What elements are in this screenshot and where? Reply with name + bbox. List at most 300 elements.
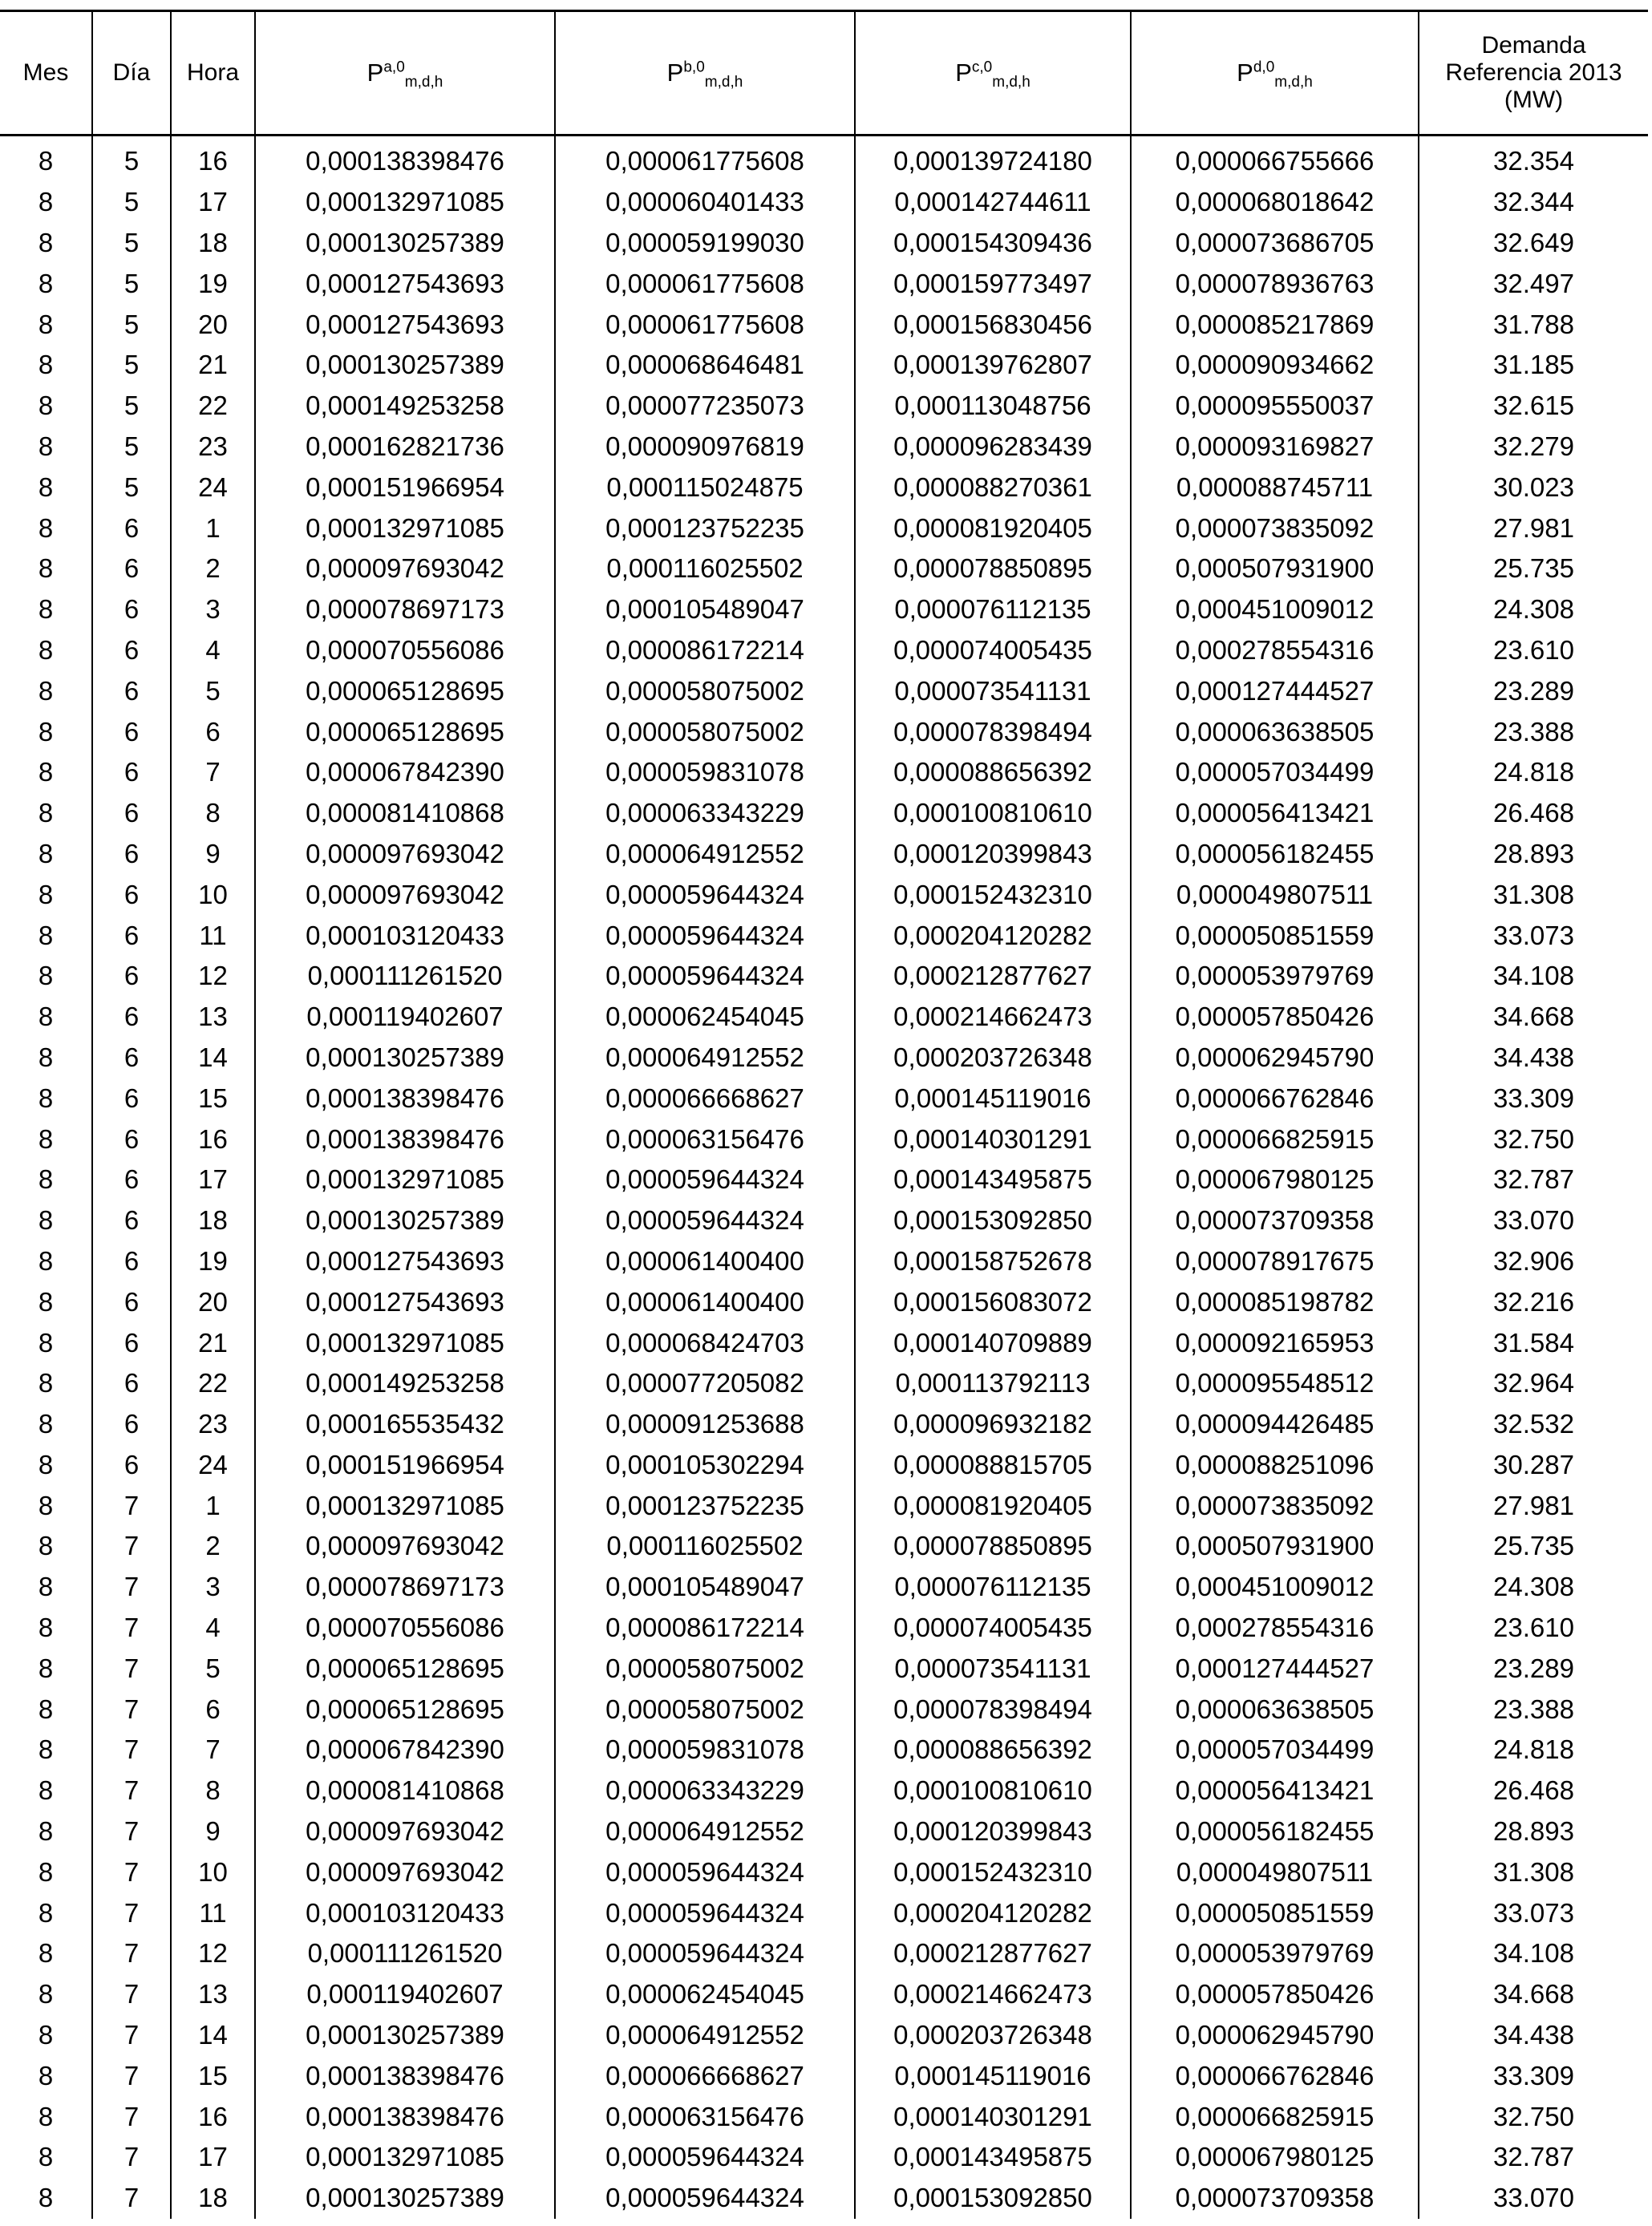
cell-pb: 0,000090976819 (555, 427, 855, 467)
cell-pc: 0,000152432310 (855, 874, 1131, 915)
table-row (0, 2015, 1648, 2056)
cell-pc: 0,000074005435 (855, 1608, 1131, 1649)
cell-pc: 0,000081920405 (855, 1485, 1131, 1526)
cell-hora: 8 (171, 1771, 255, 1811)
cell-pd: 0,000278554316 (1131, 1608, 1419, 1649)
cell-pd: 0,000057850426 (1131, 1974, 1419, 2015)
cell-pc: 0,000204120282 (855, 1892, 1131, 1933)
cell-pc: 0,000113048756 (855, 386, 1131, 427)
table-row (0, 1526, 1648, 1567)
cell-pc: 0,000088656392 (855, 752, 1131, 793)
cell-demanda: 31.788 (1419, 304, 1648, 345)
cell-pa: 0,000097693042 (255, 1526, 555, 1567)
cell-pa: 0,000097693042 (255, 1852, 555, 1892)
cell-pc: 0,000145119016 (855, 2055, 1131, 2096)
cell-demanda: 23.289 (1419, 1648, 1648, 1689)
cell-pa: 0,000081410868 (255, 793, 555, 834)
cell-dia: 7 (92, 1811, 171, 1852)
cell-mes: 8 (38, 512, 54, 543)
cell-demanda: 27.981 (1419, 1485, 1648, 1526)
cell-pb: 0,000091253688 (555, 1404, 855, 1445)
cell-pd: 0,000088251096 (1131, 1445, 1419, 1486)
cell-hora: 17 (171, 2137, 255, 2178)
cell-mes: 8 (38, 187, 54, 217)
cell-hora: 14 (171, 1038, 255, 1079)
cell-pa: 0,000138398476 (255, 1078, 555, 1119)
cell-mes: 8 (38, 1164, 54, 1195)
cell-pa: 0,000065128695 (255, 1689, 555, 1730)
cell-demanda: 32.344 (1419, 182, 1648, 223)
table-row (0, 1445, 1648, 1486)
cell-pb: 0,000068646481 (555, 345, 855, 386)
cell-hora: 4 (171, 1608, 255, 1649)
cell-mes: 8 (38, 1449, 54, 1479)
cell-dia: 6 (92, 1322, 171, 1363)
cell-pc: 0,000076112135 (855, 589, 1131, 630)
cell-demanda: 33.070 (1419, 1200, 1648, 1241)
cell-mes: 8 (38, 1613, 54, 1643)
col-header-dia: Día (92, 11, 171, 136)
table-row (0, 956, 1648, 997)
table-row (0, 223, 1648, 264)
col-header-pb (555, 11, 855, 136)
cell-pd: 0,000507931900 (1131, 1526, 1419, 1567)
cell-pb: 0,000059644324 (555, 915, 855, 956)
cell-pa: 0,000151966954 (255, 1445, 555, 1486)
cell-demanda: 34.668 (1419, 1974, 1648, 2015)
cell-demanda: 31.308 (1419, 874, 1648, 915)
cell-mes: 8 (38, 879, 54, 909)
cell-pc: 0,000203726348 (855, 1038, 1131, 1079)
cell-dia: 6 (92, 711, 171, 752)
cell-mes: 8 (38, 1002, 54, 1032)
cell-demanda: 27.981 (1419, 508, 1648, 548)
cell-pa: 0,000119402607 (255, 1974, 555, 2015)
cell-pb: 0,000116025502 (555, 1526, 855, 1567)
cell-demanda: 34.438 (1419, 1038, 1648, 1079)
cell-pb: 0,000077205082 (555, 1363, 855, 1404)
cell-pb: 0,000061775608 (555, 263, 855, 304)
cell-pd: 0,000073686705 (1131, 223, 1419, 264)
table-row (0, 1567, 1648, 1608)
demanda-line-2: Referencia 2013 (1445, 59, 1622, 86)
cell-demanda: 32.279 (1419, 427, 1648, 467)
table-row (0, 263, 1648, 304)
cell-pa: 0,000165535432 (255, 1404, 555, 1445)
cell-hora: 14 (171, 2015, 255, 2056)
table-row (0, 1363, 1648, 1404)
cell-demanda: 32.964 (1419, 1363, 1648, 1404)
cell-demanda: 25.735 (1419, 548, 1648, 589)
cell-demanda: 26.468 (1419, 793, 1648, 834)
cell-pd: 0,000073709358 (1131, 2178, 1419, 2219)
cell-pd: 0,000094426485 (1131, 1404, 1419, 1445)
table-row (0, 508, 1648, 548)
cell-hora: 17 (171, 1160, 255, 1200)
cell-mes: 8 (38, 1938, 54, 1969)
cell-pc: 0,000159773497 (855, 263, 1131, 304)
cell-hora: 1 (171, 508, 255, 548)
cell-pa: 0,000132971085 (255, 1485, 555, 1526)
cell-dia: 6 (92, 997, 171, 1038)
cell-dia: 7 (92, 1730, 171, 1771)
cell-pc: 0,000096932182 (855, 1404, 1131, 1445)
cell-dia: 7 (92, 1974, 171, 2015)
cell-pb: 0,000059831078 (555, 752, 855, 793)
table-row (0, 427, 1648, 467)
cell-hora: 16 (171, 2096, 255, 2137)
cell-demanda: 28.893 (1419, 1811, 1648, 1852)
cell-demanda: 24.308 (1419, 589, 1648, 630)
col-header-pc (855, 11, 1131, 136)
cell-demanda: 24.818 (1419, 752, 1648, 793)
pa-symbol: P$^{a,0}_{m,d,h}$ (366, 58, 443, 91)
cell-hora: 7 (171, 1730, 255, 1771)
cell-hora: 16 (171, 1119, 255, 1160)
cell-hora: 9 (171, 1811, 255, 1852)
cell-demanda: 24.308 (1419, 1567, 1648, 1608)
cell-hora: 15 (171, 2055, 255, 2096)
cell-pa: 0,000103120433 (255, 915, 555, 956)
cell-dia: 6 (92, 752, 171, 793)
table-row (0, 1038, 1648, 1079)
cell-pd: 0,000095550037 (1131, 386, 1419, 427)
cell-demanda: 32.615 (1419, 386, 1648, 427)
cell-dia: 7 (92, 1892, 171, 1933)
table-row (0, 793, 1648, 834)
cell-hora: 8 (171, 793, 255, 834)
header-row (0, 11, 1648, 136)
cell-pa: 0,000070556086 (255, 1608, 555, 1649)
cell-pa: 0,000065128695 (255, 1648, 555, 1689)
cell-mes: 8 (38, 1694, 54, 1724)
cell-pc: 0,000120399843 (855, 834, 1131, 875)
cell-demanda: 30.287 (1419, 1445, 1648, 1486)
col-header-pd (1131, 11, 1419, 136)
cell-pd: 0,000095548512 (1131, 1363, 1419, 1404)
cell-pa: 0,000130257389 (255, 1200, 555, 1241)
cell-dia: 7 (92, 2137, 171, 2178)
table-row (0, 1608, 1648, 1649)
cell-pa: 0,000097693042 (255, 548, 555, 589)
cell-mes: 8 (38, 1083, 54, 1113)
cell-mes: 8 (38, 1409, 54, 1439)
cell-mes: 8 (38, 961, 54, 991)
cell-dia: 5 (92, 467, 171, 508)
cell-pb: 0,000064912552 (555, 1811, 855, 1852)
cell-pd: 0,000053979769 (1131, 1933, 1419, 1974)
cell-hora: 18 (171, 223, 255, 264)
cell-mes: 8 (38, 1653, 54, 1683)
table-row (0, 1974, 1648, 2015)
cell-pd: 0,000078936763 (1131, 263, 1419, 304)
cell-hora: 22 (171, 386, 255, 427)
cell-pa: 0,000127543693 (255, 1241, 555, 1282)
cell-dia: 6 (92, 548, 171, 589)
cell-pa: 0,000162821736 (255, 427, 555, 467)
table-row (0, 1078, 1648, 1119)
cell-mes: 8 (38, 1123, 54, 1154)
table-row (0, 1281, 1648, 1322)
cell-pc: 0,000145119016 (855, 1078, 1131, 1119)
cell-dia: 5 (92, 223, 171, 264)
cell-pb: 0,000058075002 (555, 1689, 855, 1730)
cell-demanda: 25.735 (1419, 1526, 1648, 1567)
cell-dia: 7 (92, 2055, 171, 2096)
table-row (0, 1771, 1648, 1811)
cell-hora: 3 (171, 1567, 255, 1608)
table-row (0, 548, 1648, 589)
table-row (0, 136, 1648, 182)
cell-pb: 0,000058075002 (555, 711, 855, 752)
cell-hora: 13 (171, 997, 255, 1038)
cell-pc: 0,000073541131 (855, 1648, 1131, 1689)
table-row (0, 752, 1648, 793)
cell-mes: 8 (38, 1572, 54, 1602)
cell-pd: 0,000050851559 (1131, 915, 1419, 956)
cell-pd: 0,000073709358 (1131, 1200, 1419, 1241)
cell-demanda: 32.750 (1419, 1119, 1648, 1160)
cell-dia: 7 (92, 1608, 171, 1649)
cell-pc: 0,000088270361 (855, 467, 1131, 508)
cell-pd: 0,000067980125 (1131, 2137, 1419, 2178)
cell-hora: 22 (171, 1363, 255, 1404)
cell-mes: 8 (38, 1775, 54, 1806)
cell-pa: 0,000132971085 (255, 1322, 555, 1363)
cell-pc: 0,000076112135 (855, 1567, 1131, 1608)
cell-pc: 0,000154309436 (855, 223, 1131, 264)
cell-dia: 6 (92, 508, 171, 548)
cell-demanda: 32.216 (1419, 1281, 1648, 1322)
cell-mes: 8 (38, 1286, 54, 1317)
cell-pa: 0,000065128695 (255, 711, 555, 752)
cell-mes: 8 (38, 2060, 54, 2090)
cell-pb: 0,000062454045 (555, 997, 855, 1038)
cell-hora: 4 (171, 630, 255, 671)
cell-hora: 16 (171, 136, 255, 182)
cell-pb: 0,000059644324 (555, 956, 855, 997)
cell-pa: 0,000065128695 (255, 670, 555, 711)
cell-pc: 0,000203726348 (855, 2015, 1131, 2056)
cell-pd: 0,000278554316 (1131, 630, 1419, 671)
cell-pa: 0,000149253258 (255, 386, 555, 427)
cell-pb: 0,000066668627 (555, 1078, 855, 1119)
cell-pa: 0,000111261520 (255, 1933, 555, 1974)
cell-demanda: 33.073 (1419, 1892, 1648, 1933)
table-row (0, 304, 1648, 345)
cell-pa: 0,000081410868 (255, 1771, 555, 1811)
cell-demanda: 28.893 (1419, 834, 1648, 875)
cell-pb: 0,000064912552 (555, 2015, 855, 2056)
cell-dia: 6 (92, 1281, 171, 1322)
cell-pd: 0,000088745711 (1131, 467, 1419, 508)
cell-pc: 0,000113792113 (855, 1363, 1131, 1404)
cell-mes: 8 (38, 1531, 54, 1561)
cell-pd: 0,000066825915 (1131, 1119, 1419, 1160)
cell-pc: 0,000153092850 (855, 1200, 1131, 1241)
cell-hora: 1 (171, 1485, 255, 1526)
cell-pc: 0,000139762807 (855, 345, 1131, 386)
table-row (0, 1241, 1648, 1282)
cell-hora: 24 (171, 1445, 255, 1486)
table-row (0, 2178, 1648, 2219)
cell-mes: 8 (38, 1205, 54, 1236)
cell-pd: 0,000066762846 (1131, 1078, 1419, 1119)
cell-dia: 6 (92, 670, 171, 711)
cell-hora: 18 (171, 1200, 255, 1241)
cell-hora: 2 (171, 548, 255, 589)
cell-pb: 0,000066668627 (555, 2055, 855, 2096)
table-row (0, 1648, 1648, 1689)
cell-hora: 11 (171, 1892, 255, 1933)
pb-symbol: P$^{b,0}_{m,d,h}$ (666, 58, 743, 91)
cell-pb: 0,000060401433 (555, 182, 855, 223)
cell-pb: 0,000123752235 (555, 1485, 855, 1526)
cell-pd: 0,000092165953 (1131, 1322, 1419, 1363)
cell-pb: 0,000058075002 (555, 670, 855, 711)
cell-mes: 8 (38, 2101, 54, 2131)
col-header-demanda (1419, 11, 1648, 136)
cell-pd: 0,000127444527 (1131, 1648, 1419, 1689)
cell-hora: 18 (171, 2178, 255, 2219)
cell-hora: 2 (171, 1526, 255, 1567)
cell-pa: 0,000067842390 (255, 752, 555, 793)
cell-demanda: 32.497 (1419, 263, 1648, 304)
cell-pa: 0,000130257389 (255, 345, 555, 386)
cell-pc: 0,000156083072 (855, 1281, 1131, 1322)
cell-mes: 8 (38, 1816, 54, 1847)
cell-pb: 0,000058075002 (555, 1648, 855, 1689)
table-row (0, 589, 1648, 630)
cell-pb: 0,000061775608 (555, 136, 855, 182)
cell-demanda: 32.354 (1419, 136, 1648, 182)
cell-mes: 8 (38, 1734, 54, 1765)
cell-mes: 8 (38, 1490, 54, 1520)
cell-dia: 5 (92, 386, 171, 427)
cell-dia: 6 (92, 1078, 171, 1119)
cell-pa: 0,000132971085 (255, 1160, 555, 1200)
cell-mes: 8 (38, 675, 54, 706)
cell-mes: 8 (38, 798, 54, 828)
cell-pa: 0,000127543693 (255, 1281, 555, 1322)
cell-pb: 0,000105489047 (555, 589, 855, 630)
cell-pa: 0,000097693042 (255, 834, 555, 875)
cell-pb: 0,000123752235 (555, 508, 855, 548)
cell-pd: 0,000056413421 (1131, 793, 1419, 834)
cell-pd: 0,000127444527 (1131, 670, 1419, 711)
cell-mes: 8 (38, 350, 54, 380)
cell-pa: 0,000097693042 (255, 1811, 555, 1852)
cell-pa: 0,000119402607 (255, 997, 555, 1038)
cell-dia: 7 (92, 2015, 171, 2056)
cell-dia: 6 (92, 793, 171, 834)
cell-pa: 0,000138398476 (255, 1119, 555, 1160)
cell-pb: 0,000059831078 (555, 1730, 855, 1771)
cell-demanda: 33.070 (1419, 2178, 1648, 2219)
cell-pc: 0,000078398494 (855, 1689, 1131, 1730)
cell-hora: 21 (171, 1322, 255, 1363)
pd-symbol: P$^{d,0}_{m,d,h}$ (1237, 58, 1313, 91)
cell-pb: 0,000068424703 (555, 1322, 855, 1363)
table-row (0, 1852, 1648, 1892)
cell-hora: 23 (171, 1404, 255, 1445)
cell-pd: 0,000050851559 (1131, 1892, 1419, 1933)
cell-hora: 17 (171, 182, 255, 223)
cell-pc: 0,000078398494 (855, 711, 1131, 752)
cell-pa: 0,000132971085 (255, 508, 555, 548)
cell-pb: 0,000105489047 (555, 1567, 855, 1608)
table-row (0, 711, 1648, 752)
cell-pb: 0,000059644324 (555, 1200, 855, 1241)
cell-pd: 0,000063638505 (1131, 1689, 1419, 1730)
cell-hora: 15 (171, 1078, 255, 1119)
cell-mes: 8 (38, 2183, 54, 2213)
cell-pc: 0,000139724180 (855, 136, 1131, 182)
cell-dia: 6 (92, 1160, 171, 1200)
cell-pd: 0,000451009012 (1131, 589, 1419, 630)
cell-dia: 7 (92, 1933, 171, 1974)
table-row (0, 1160, 1648, 1200)
cell-dia: 6 (92, 630, 171, 671)
cell-mes: 8 (38, 2020, 54, 2050)
cell-mes: 8 (38, 1327, 54, 1358)
cell-dia: 6 (92, 1200, 171, 1241)
cell-pd: 0,000056182455 (1131, 1811, 1419, 1852)
cell-pa: 0,000130257389 (255, 1038, 555, 1079)
cell-demanda: 34.108 (1419, 956, 1648, 997)
cell-pa: 0,000130257389 (255, 2015, 555, 2056)
cell-dia: 6 (92, 956, 171, 997)
table-row (0, 1933, 1648, 1974)
cell-hora: 10 (171, 874, 255, 915)
cell-mes: 8 (38, 2142, 54, 2172)
cell-mes: 8 (38, 1979, 54, 2009)
cell-hora: 5 (171, 670, 255, 711)
cell-hora: 9 (171, 834, 255, 875)
cell-hora: 6 (171, 1689, 255, 1730)
cell-hora: 12 (171, 1933, 255, 1974)
cell-pc: 0,000088656392 (855, 1730, 1131, 1771)
cell-dia: 5 (92, 345, 171, 386)
cell-demanda: 34.108 (1419, 1933, 1648, 1974)
cell-pb: 0,000059644324 (555, 2178, 855, 2219)
cell-demanda: 23.388 (1419, 1689, 1648, 1730)
cell-demanda: 33.309 (1419, 1078, 1648, 1119)
cell-pc: 0,000100810610 (855, 1771, 1131, 1811)
table-row (0, 874, 1648, 915)
cell-demanda: 31.584 (1419, 1322, 1648, 1363)
cell-pa: 0,000111261520 (255, 956, 555, 997)
cell-pd: 0,000063638505 (1131, 711, 1419, 752)
cell-mes: 8 (38, 391, 54, 421)
cell-dia: 7 (92, 2096, 171, 2137)
cell-pd: 0,000090934662 (1131, 345, 1419, 386)
cell-mes: 8 (38, 1245, 54, 1276)
cell-demanda: 32.532 (1419, 1404, 1648, 1445)
table-row (0, 997, 1648, 1038)
cell-pc: 0,000156830456 (855, 304, 1131, 345)
cell-pb: 0,000063156476 (555, 1119, 855, 1160)
cell-dia: 5 (92, 263, 171, 304)
cell-mes: 8 (38, 757, 54, 787)
cell-dia: 6 (92, 834, 171, 875)
cell-pc: 0,000088815705 (855, 1445, 1131, 1486)
table-row (0, 834, 1648, 875)
cell-mes: 8 (38, 1368, 54, 1398)
cell-demanda: 23.610 (1419, 630, 1648, 671)
cell-pb: 0,000064912552 (555, 1038, 855, 1079)
cell-demanda: 23.388 (1419, 711, 1648, 752)
